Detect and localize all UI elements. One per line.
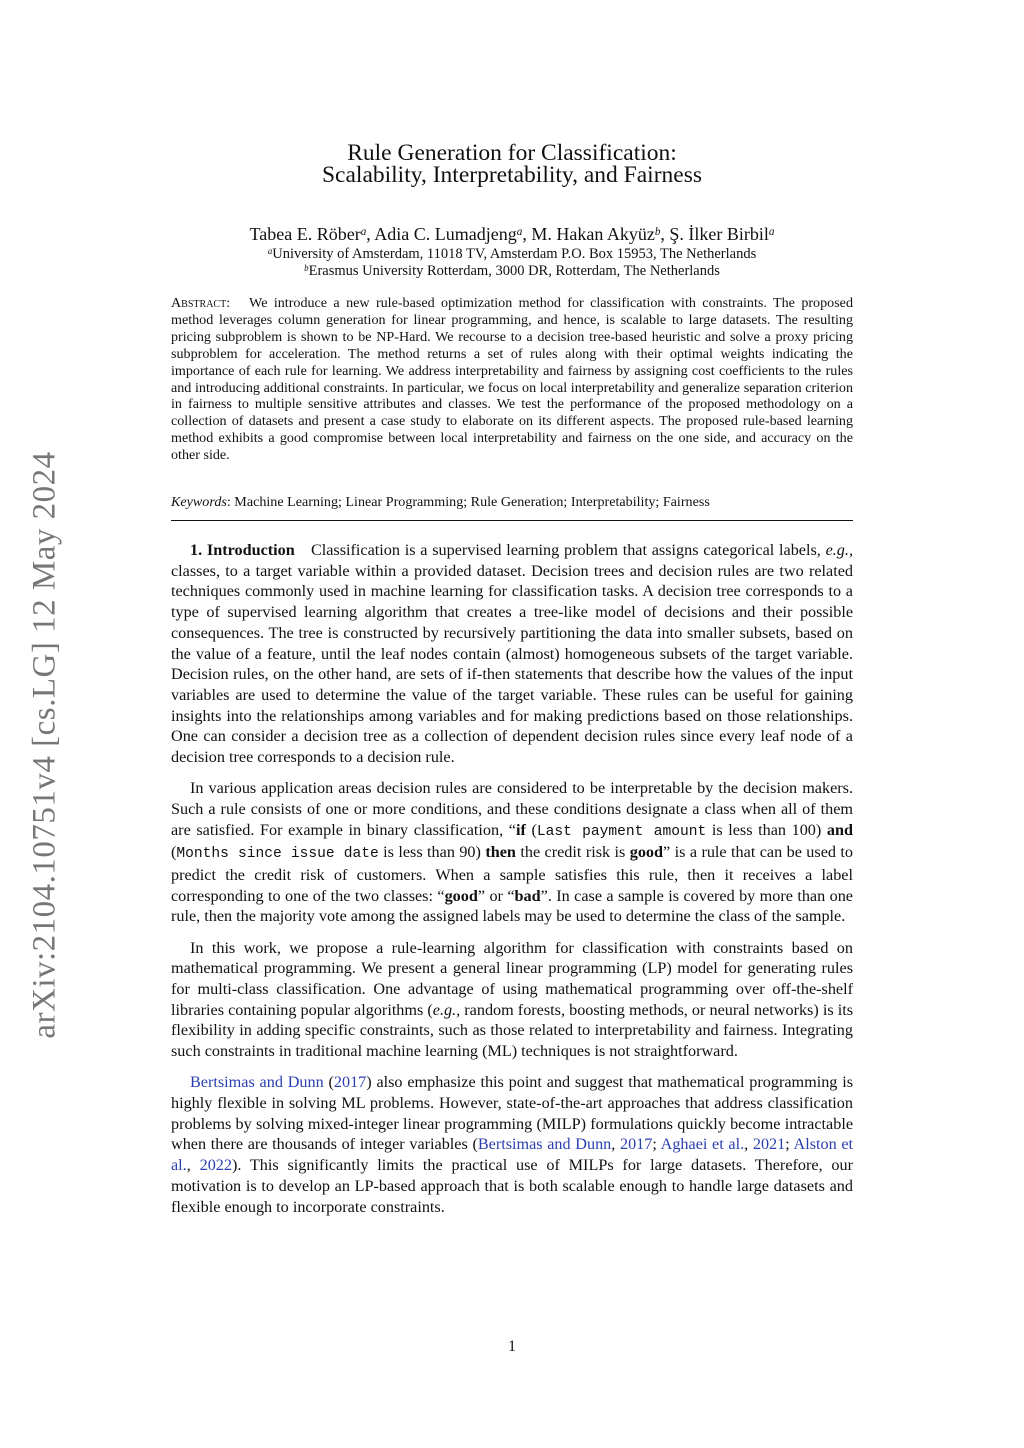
arxiv-identifier: arXiv:2104.10751v4 [cs.LG] 12 May 2024 xyxy=(26,451,63,1039)
affiliation-mark: a xyxy=(267,245,273,256)
keywords-text: : Machine Learning; Linear Programming; Rule Generation; Interpretability; Fairness xyxy=(226,494,710,510)
citation-link[interactable]: 2021 xyxy=(752,1135,786,1154)
text-run: then xyxy=(485,843,516,862)
text-run: good xyxy=(629,843,664,862)
author-name: Tabea E. Röber xyxy=(249,224,361,244)
citation-link[interactable]: 2017 xyxy=(333,1073,367,1092)
text-run: ( xyxy=(323,1073,334,1092)
text-run: is less than 90) xyxy=(378,843,486,862)
text-run: ( xyxy=(525,820,537,839)
text-run: ” is a rule that can be used to predict the credit risk of customers. When a sample satisfies this rule, then it receives a label corresponding to one of the two classes: “ xyxy=(171,843,853,905)
paragraph xyxy=(171,1072,853,1217)
affiliation-b xyxy=(0,263,1024,280)
affiliation-a xyxy=(0,246,1024,263)
paragraph xyxy=(171,540,853,768)
text-run: Months since issue date xyxy=(176,846,379,863)
text-run: is less than 100) xyxy=(706,820,827,839)
text-run: bad xyxy=(514,886,541,905)
page-number: 1 xyxy=(508,1338,516,1355)
citation-link[interactable]: 2017 xyxy=(619,1135,653,1154)
paragraph xyxy=(171,778,853,927)
text-run: ( xyxy=(171,843,177,862)
text-run: ) also emphasize this point and suggest that mathematical programming is highly flexible in solving ML problems. However, state-of-the-art approaches that address classification problems by solving mixed-integer linear programming (MILP) formulations quickly become intractable when there are thousands of integer variables ( xyxy=(171,1073,854,1154)
section-heading: 1. Introduction xyxy=(190,541,295,559)
citation-link[interactable]: 2022 xyxy=(199,1156,232,1175)
text-run: Last payment amount xyxy=(536,823,707,840)
text-run: , xyxy=(744,1135,753,1154)
text-run: ; xyxy=(785,1135,794,1154)
title-line-2: Scalability, Interpretability, and Fairness xyxy=(321,162,703,188)
author-name: M. Hakan Akyüz xyxy=(531,224,655,244)
text-run: ”. In case a sample is covered by more than one rule, then the majority vote among the assigned labels may be used to determine the class of the sample. xyxy=(171,886,853,926)
text-run: In various application areas decision rules are considered to be interpretable by the decision makers. Such a rule consists of one or more conditions, and these conditions designate a class when all of them are satisfied. For example in binary classification, “ xyxy=(171,779,853,839)
text-run: e.g., xyxy=(432,1000,461,1019)
affiliation-text: Erasmus University Rotterdam, 3000 DR, Rotterdam, The Netherlands xyxy=(308,263,720,279)
citation-link[interactable]: Bertsimas and Dunn xyxy=(477,1135,612,1154)
affiliation-text: University of Amsterdam, 11018 TV, Amsterdam P.O. Box 15953, The Netherlands xyxy=(272,246,757,262)
abstract-label: Abstract: xyxy=(171,295,231,311)
affiliation-mark: b xyxy=(304,262,309,273)
text-run: , xyxy=(611,1135,620,1154)
paragraph xyxy=(171,938,853,1062)
text-run: e.g., xyxy=(825,541,853,559)
text-run: good xyxy=(444,886,478,905)
text-run: Classification is a supervised learning problem that assigns categorical labels, xyxy=(294,541,826,559)
section-divider xyxy=(171,520,853,521)
text-run: In this work, we propose a rule-learning algorithm for classification with constraints based on mathematical programming. We present a general linear programming (LP) model for generating rules for multi-class classification. One advantage of using mathematical programming over off-the-shelf libraries containing popular algorithms ( xyxy=(171,938,853,1019)
text-run: ). This significantly limits the practical use of MILPs for large datasets. Therefore, our motivation is to develop an LP-based approach that is both scalable enough to handle large datasets and flexible enough to incorporate constraints. xyxy=(171,1156,853,1216)
citation-link[interactable]: Alston et al. xyxy=(171,1135,854,1175)
text-run: classes, to a target variable within a provided dataset. Decision trees and decision rules are two related techniques commonly used in machine learning for classification tasks. A decision tree corresponds to a type of supervised learning algorithm that creates a tree-like model of decisions and their possible consequences. The tree is constructed by recursively partitioning the data into smaller subsets, based on the value of a feature, until the leaf nodes contain (almost) homogeneous subsets of the target variable. Decision rules, on the other hand, are sets of if-then statements that describe how the values of the input variables are used to determine the value of the target variable. These rules can be useful for gaining insights into the relationships among variables and for making predictions based on those relationships. One can consider a decision tree as a collection of dependent decision rules since every leaf node of a decision tree corresponds to a decision rule. xyxy=(171,561,853,767)
author-list: Tabea E. Röber$^a$, Adia C. Lumadjeng$^a$, M. Hakan Akyüz$^b$, Ş. İlker Birbil$^a$ xyxy=(249,224,775,244)
author-affiliation-mark: a xyxy=(516,225,523,238)
author-name: Ş. İlker Birbil xyxy=(669,224,769,244)
author-name: Adia C. Lumadjeng xyxy=(374,224,517,244)
text-run: ” or “ xyxy=(477,886,515,905)
author-affiliation-mark: a xyxy=(360,225,367,238)
author-affiliation-mark: b xyxy=(654,225,661,238)
citation-link[interactable]: Bertsimas and Dunn xyxy=(190,1073,324,1092)
text-run: and xyxy=(826,820,854,839)
text-run: , xyxy=(186,1156,200,1175)
keywords-label: Keywords xyxy=(171,494,227,510)
text-run: random forests, boosting methods, or neural networks) is its flexibility in adding specific constraints, such as those related to interpretability and fairness. Integrating such constraints in traditional machine learning (ML) techniques is not straightforward. xyxy=(171,1000,853,1061)
keywords xyxy=(171,494,853,511)
text-run: if xyxy=(515,820,526,839)
abstract xyxy=(171,295,853,464)
paper-title xyxy=(0,142,1024,186)
abstract-text: We introduce a new rule-based optimization method for classification with constraints. The proposed method leverages column generation for linear programming, and hence, is scalable to large datasets. The resulting pricing subproblem is shown to be NP-Hard. We recourse to a decision tree-based heuristic and solve a proxy pricing subproblem for acceleration. The method returns a set of rules along with their optimal weights indicating the importance of each rule for learning. We address interpretability and fairness by assigning cost coefficients to the rules and introducing additional constraints. In particular, we focus on local interpretability and generalize separation criterion in fairness to multiple sensitive attributes and classes. We test the performance of the proposed methodology on a collection of datasets and present a case study to elaborate on its different aspects. The proposed rule-based learning method exhibits a good compromise between local interpretability and fairness on the one side, and accuracy on the other side. xyxy=(171,295,853,464)
text-run: the credit risk is xyxy=(515,843,630,862)
body-text xyxy=(171,540,853,1228)
text-run: ; xyxy=(652,1135,661,1154)
title-line-1: Rule Generation for Classification: xyxy=(347,140,677,166)
citation-link[interactable]: Aghaei et al. xyxy=(660,1135,745,1154)
author-affiliation-mark: a xyxy=(768,225,775,238)
